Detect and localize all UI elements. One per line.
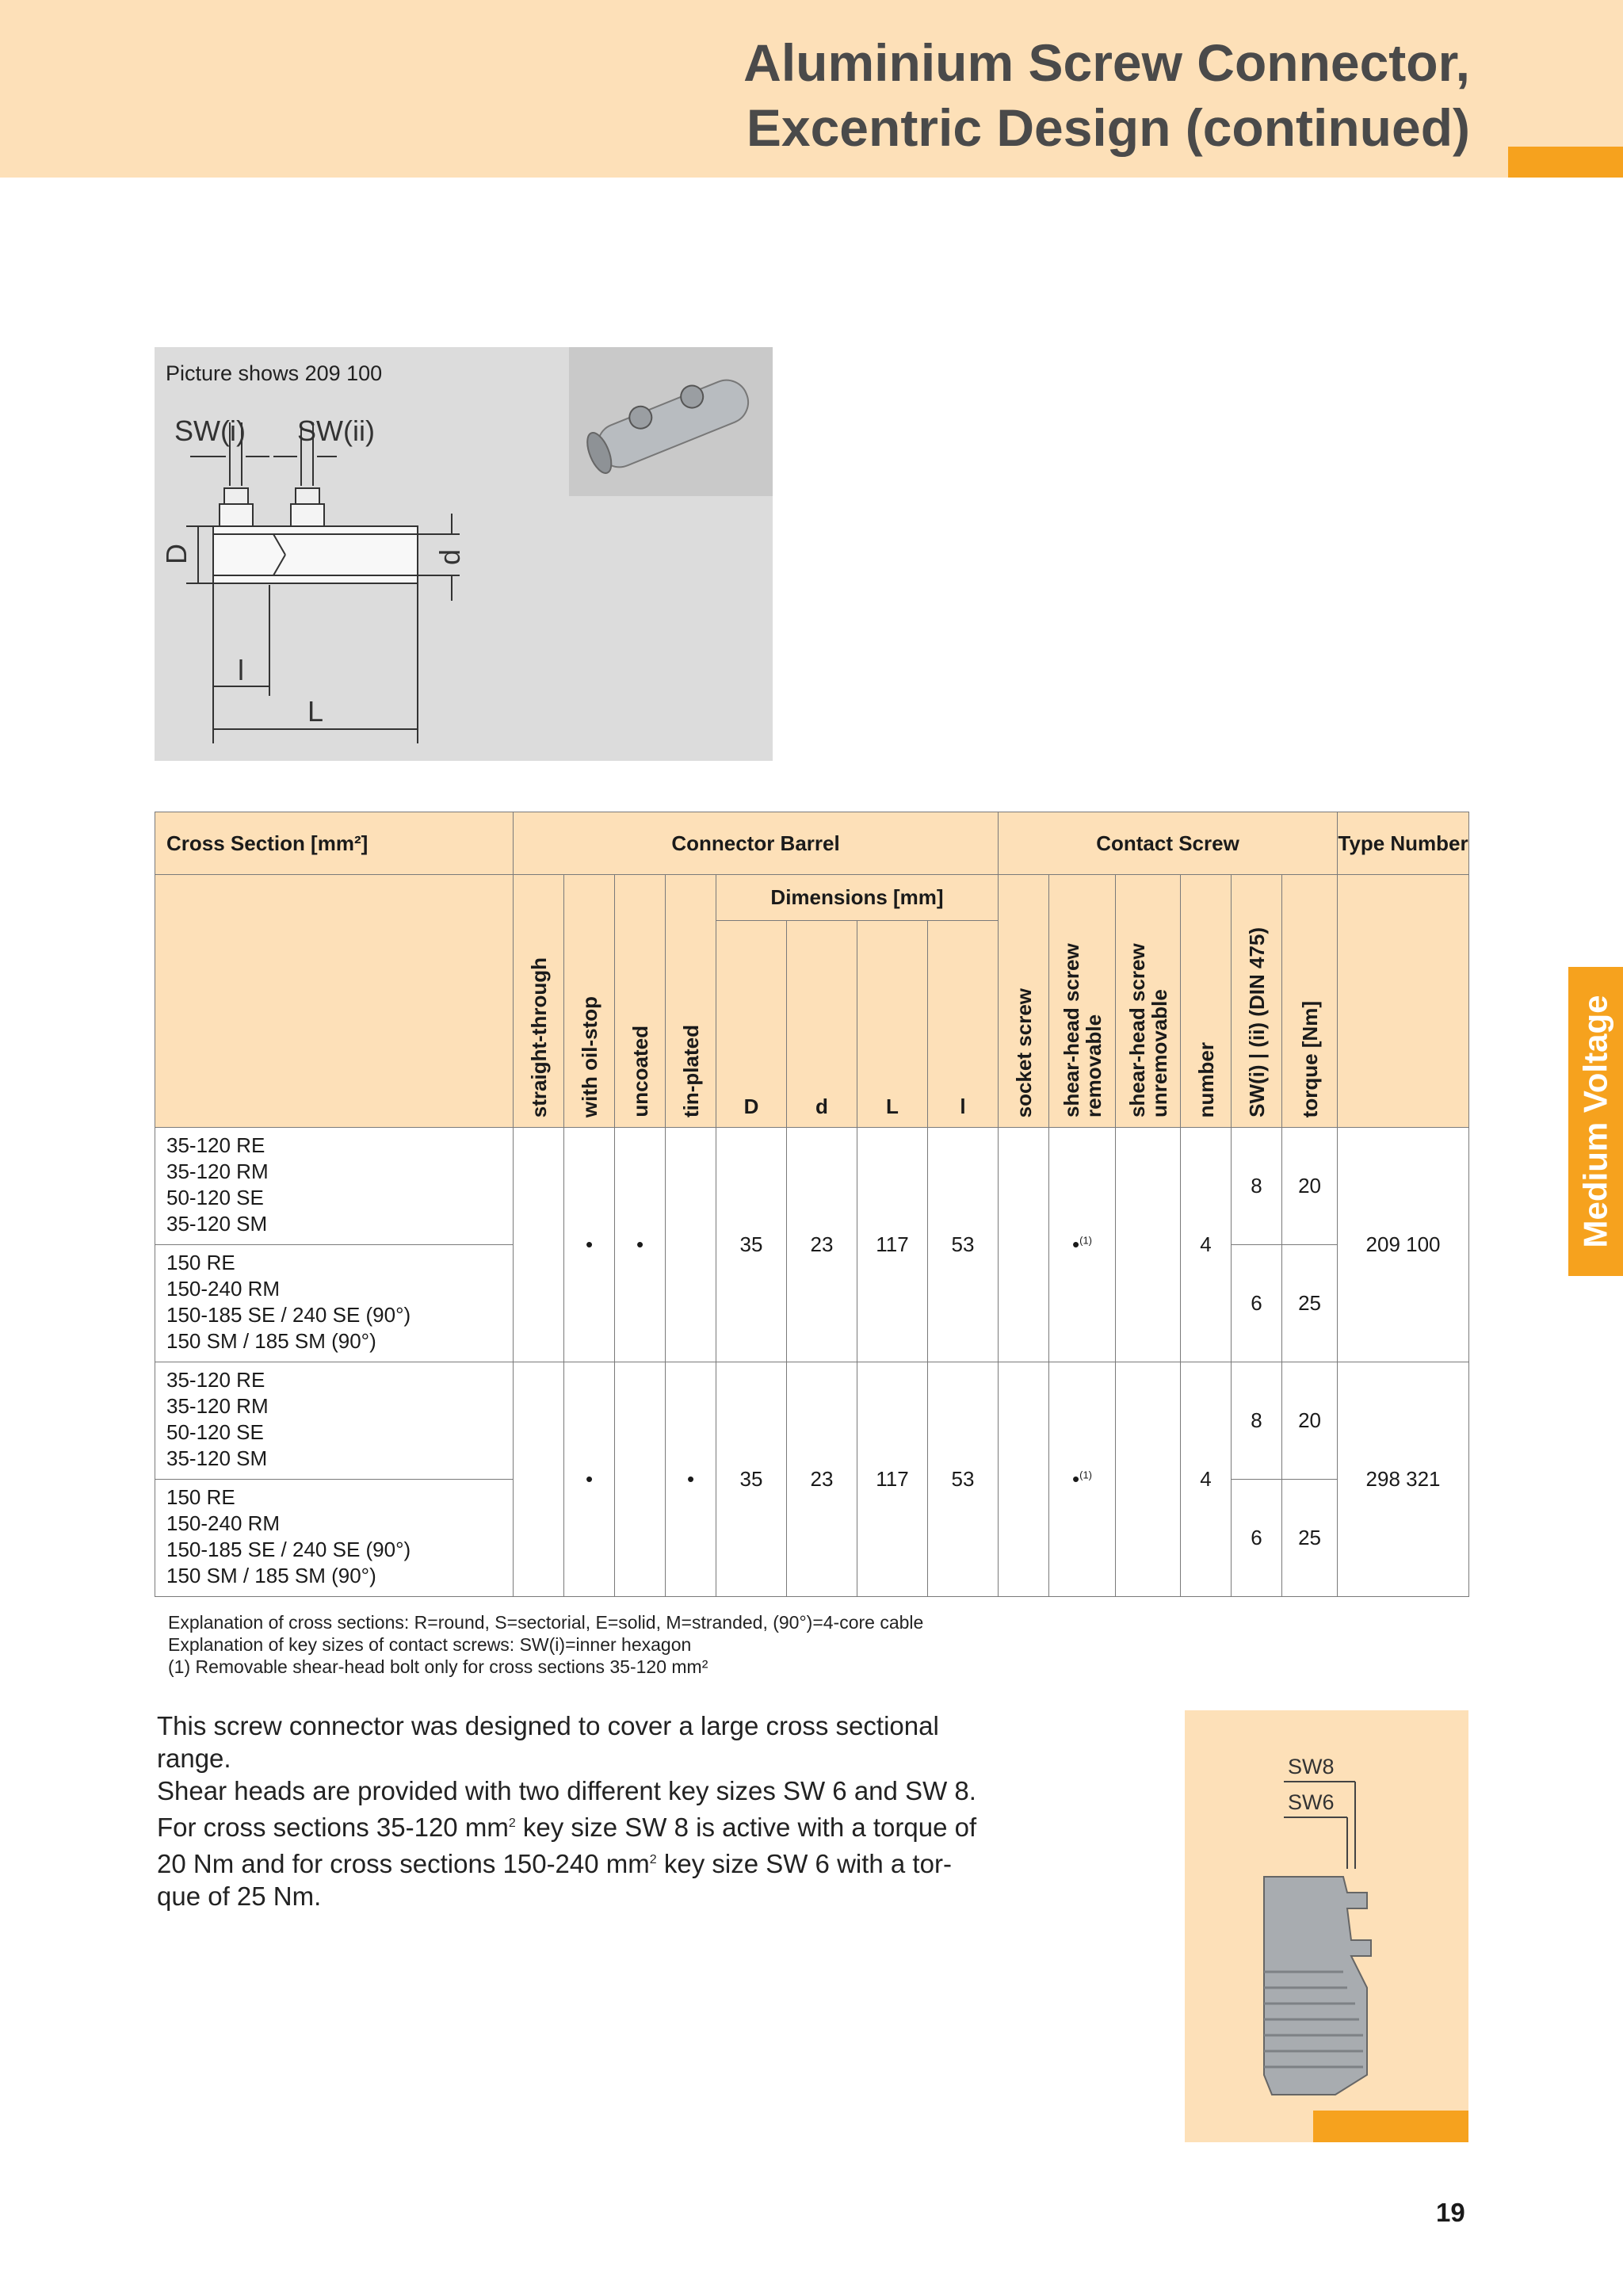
- section-tab: [1568, 967, 1623, 1276]
- header-dimensions: Dimensions [mm]: [716, 875, 999, 921]
- table-notes: [168, 1611, 923, 1678]
- connector-photo-image: [569, 347, 773, 496]
- tin-plated-cell: [666, 1128, 716, 1362]
- bolt-panel-accent: [1313, 2111, 1468, 2142]
- d-cell: 23: [787, 1362, 857, 1597]
- outer-diameter-label: D: [160, 544, 193, 564]
- sw6-label: SW6: [1288, 1790, 1335, 1814]
- straight-through-cell: [514, 1128, 564, 1362]
- title-line-2: Excentric Design (continued): [746, 98, 1470, 157]
- shear-removable-cell: •$^{(1)}$: [1049, 1362, 1116, 1597]
- straight-through-cell: [514, 1362, 564, 1597]
- header-D: D: [716, 921, 787, 1128]
- D-cell: 35: [716, 1362, 787, 1597]
- L-cell: 117: [857, 1362, 928, 1597]
- sw-ii-label: SW(ii): [297, 415, 375, 447]
- header-cross-section: Cross Section [mm²]: [155, 812, 514, 875]
- cross-section-cell: 150 RE 150-240 RM 150-185 SE / 240 SE (90°) 150 SM / 185 SM (90°): [155, 1245, 514, 1362]
- shear-bolt-illustration: [1185, 1710, 1468, 2142]
- figure-caption: Picture shows 209 100: [166, 361, 383, 385]
- header-shear-removable: shear-head screw removable: [1049, 875, 1116, 1128]
- header-cross-blank: [155, 875, 514, 1128]
- table-row: [155, 1128, 1469, 1245]
- note-cross-sections: Explanation of cross sections: R=round, S=sectorial, E=solid, M=stranded, (90°)=4-core cable: [168, 1612, 924, 1633]
- sw8-label: SW8: [1288, 1755, 1335, 1778]
- sw-cell: 6: [1232, 1480, 1282, 1597]
- sw-cell: 6: [1232, 1245, 1282, 1362]
- sw-cell: 8: [1232, 1362, 1282, 1480]
- number-cell: 4: [1181, 1128, 1232, 1362]
- header-d: d: [787, 921, 857, 1128]
- total-length-label: L: [307, 695, 324, 728]
- socket-screw-cell: [999, 1128, 1049, 1362]
- L-cell: 117: [857, 1128, 928, 1362]
- table-row: [155, 1362, 1469, 1480]
- header-contact-screw: Contact Screw: [999, 812, 1338, 875]
- note-key-sizes: Explanation of key sizes of contact screws: SW(i)=inner hexagon: [168, 1634, 692, 1655]
- page-title: [743, 30, 1470, 160]
- header-connector-barrel: Connector Barrel: [514, 812, 999, 875]
- torque-cell: 20: [1282, 1362, 1338, 1480]
- shear-removable-cell: •$^{(1)}$: [1049, 1128, 1116, 1362]
- connector-drawing: [155, 347, 773, 761]
- header-number: number: [1181, 875, 1232, 1128]
- uncoated-cell: •: [615, 1128, 666, 1362]
- oil-stop-cell: •: [564, 1128, 615, 1362]
- tin-plated-cell: •: [666, 1362, 716, 1597]
- header-type-blank: [1338, 875, 1469, 1128]
- cross-section-cell: 150 RE 150-240 RM 150-185 SE / 240 SE (90°) 150 SM / 185 SM (90°): [155, 1480, 514, 1597]
- header-oil-stop: with oil-stop: [564, 875, 615, 1128]
- header-shear-unremovable: shear-head screw unremovable: [1116, 875, 1181, 1128]
- note-footnote: (1) Removable shear-head bolt only for cross sections 35-120 mm²: [168, 1656, 708, 1677]
- header-tin-plated: tin-plated: [666, 875, 716, 1128]
- description-text: This screw connector was designed to cover a large cross sectional range. Shear heads are provided with two different key sizes SW 6 and SW 8. For cross sections 35-120 $mm^2$ key size SW 8 is active with a torque of 20 Nm and for cross sections 150-240 $mm^2$ key size SW 6 with a tor- que of 25 Nm.: [157, 1711, 977, 1911]
- number-cell: 4: [1181, 1362, 1232, 1597]
- header-accent-bar: [1508, 147, 1623, 178]
- uncoated-cell: [615, 1362, 666, 1597]
- shear-unremovable-cell: [1116, 1128, 1181, 1362]
- type-number-cell: 298 321: [1338, 1362, 1469, 1597]
- shear-bolt-drawing: [1185, 1710, 1468, 2142]
- shear-unremovable-cell: [1116, 1362, 1181, 1597]
- l-cell: 53: [928, 1128, 999, 1362]
- torque-cell: 20: [1282, 1128, 1338, 1245]
- header-straight-through: straight-through: [514, 875, 564, 1128]
- page-number: 19: [1436, 2198, 1465, 2227]
- header-type-number: Type Number: [1338, 812, 1469, 875]
- torque-cell: 25: [1282, 1480, 1338, 1597]
- l-cell: 53: [928, 1362, 999, 1597]
- connector-photo: [569, 347, 773, 496]
- D-cell: 35: [716, 1128, 787, 1362]
- header-socket-screw: socket screw: [999, 875, 1049, 1128]
- header-uncoated: uncoated: [615, 875, 666, 1128]
- sw-cell: 8: [1232, 1128, 1282, 1245]
- type-number-cell: 209 100: [1338, 1128, 1469, 1362]
- header-l: l: [928, 921, 999, 1128]
- cross-section-cell: 35-120 RE 35-120 RM 50-120 SE 35-120 SM: [155, 1128, 514, 1245]
- half-length-label: l: [238, 654, 244, 686]
- torque-cell: 25: [1282, 1245, 1338, 1362]
- title-line-1: Aluminium Screw Connector,: [743, 33, 1470, 92]
- dimension-drawing: [155, 347, 569, 761]
- socket-screw-cell: [999, 1362, 1049, 1597]
- d-cell: 23: [787, 1128, 857, 1362]
- inner-diameter-label: d: [433, 548, 466, 565]
- oil-stop-cell: •: [564, 1362, 615, 1597]
- sw-i-label: SW(i): [174, 415, 246, 447]
- specification-table: [155, 812, 1469, 1597]
- section-tab-label: Medium Voltage: [1576, 995, 1614, 1248]
- cross-section-cell: 35-120 RE 35-120 RM 50-120 SE 35-120 SM: [155, 1362, 514, 1480]
- header-L: L: [857, 921, 928, 1128]
- header-sw: SW(i) | (ii) (DIN 475): [1232, 875, 1282, 1128]
- header-torque: torque [Nm]: [1282, 875, 1338, 1128]
